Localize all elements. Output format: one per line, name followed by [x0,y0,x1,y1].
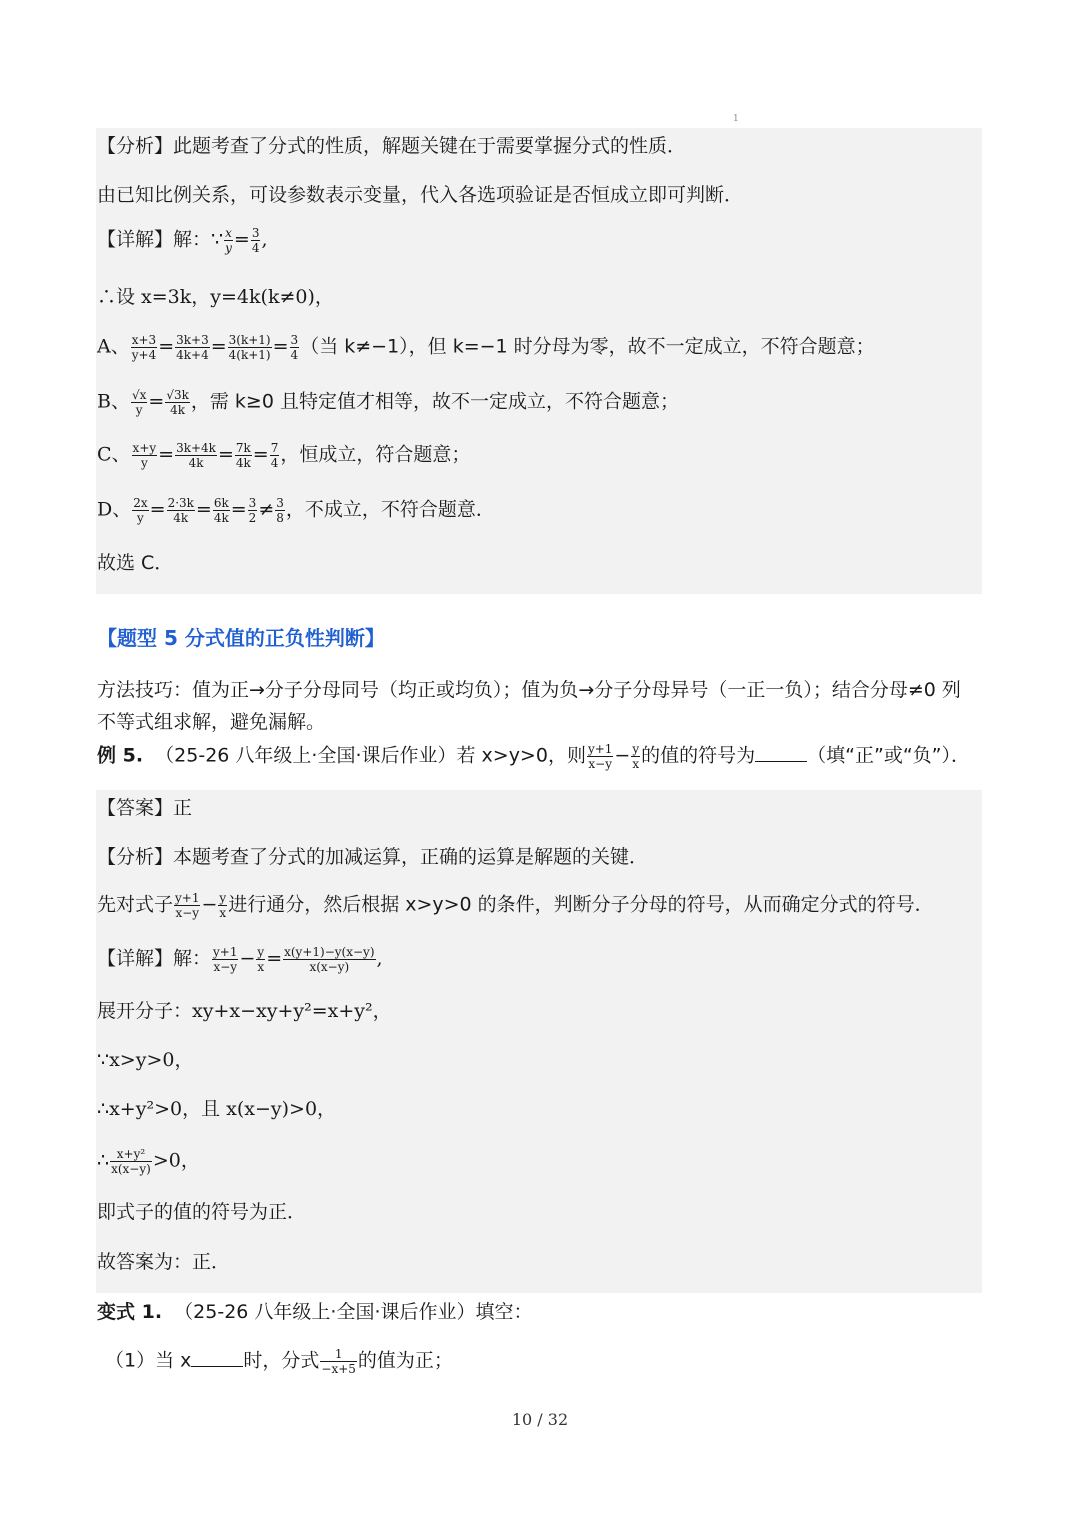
page-corner-mark: 1 [733,114,739,124]
answer-blank[interactable] [755,743,807,762]
fraction: $\frac{7}{4}$ [270,441,279,470]
fraction: $\frac{2\cdot 3k}{4k}$ [167,496,194,525]
analysis-method-line: 由已知比例关系，可设参数表示变量，代入各选项验证是否恒成立即可判断． [97,184,744,206]
fraction: $\frac{3k+3}{4k+4}$ [176,333,209,362]
solution-line-2: 【详解】解： $\frac{y+1}{x-y}$ − $\frac{y}{x}$ = $\frac{x(y+1)-y(x-y)}{x(x-y)}$ , [97,945,383,974]
page-number: 10 / 32 [511,1410,569,1429]
answer-blank[interactable] [191,1348,243,1367]
option-b-line: B、 $\frac{√x}{y}$ = $\frac{√3k}{4k}$ ，需 k≥0 且特定值才相等，故不一定成立，不符合题意； [97,388,679,417]
analysis-line: 【分析】此题考查了分式的性质，解题关键在于需要掌握分式的性质． [97,135,687,157]
fraction: $\frac{3}{8}$ [276,496,284,525]
answer-label-line: 【答案】正 [97,797,193,819]
fraction: $\frac{√3k}{4k}$ [166,388,189,417]
analysis-method-line-2: 先对式子 $\frac{y+1}{x-y}$ − $\frac{y}{x}$ 进行通分，然后根据 x>y>0 的条件，判断分子分母的符号，从而确定分式的符号． [97,891,934,920]
answer-line-1: 故选 C． [97,552,174,574]
expand-line: 展开分子：xy+x−xy+y²=x+y²， [97,1000,392,1022]
variant-1-line: 变式 1. （25-26 八年级上·全国·课后作业）填空： [97,1301,533,1323]
variant-label: 变式 1. [97,1301,163,1323]
fraction: $\frac{y+1}{x-y}$ [175,891,200,920]
example-label: 例 5. [97,744,144,767]
fraction: $\frac{6k}{4k}$ [213,496,229,525]
option-a-line: A、 $\frac{x+3}{y+4}$ = $\frac{3k+3}{4k+4}$ = $\frac{3(k+1)}{4(k+1)}$ = $\frac{3}{4}$ （当 k≠−1），但 k=−1 时分母为零，故不一定成立，不符合题意； [97,333,875,362]
method-line-2: 不等式组求解，避免漏解。 [97,711,326,733]
fraction: $\frac{3(k+1)}{4(k+1)}$ [228,333,271,362]
fraction: $\frac{3k+4k}{4k}$ [176,441,216,470]
fraction: $\frac{3}{4}$ [290,333,299,362]
fraction: $\frac{y}{x}$ [257,945,265,974]
fraction: $\frac{1}{-x+5}$ [321,1347,356,1376]
fraction: $\frac{y}{x}$ [219,891,227,920]
therefore-line-2: ∴ $\frac{\text{x+y²}}{x(x-y)}$ >0， [97,1147,200,1176]
analysis-line-2: 【分析】本题考查了分式的加减运算，正确的运算是解题的关键． [97,846,649,868]
conclusion-line: 即式子的值的符号为正． [97,1201,307,1223]
fraction: $\frac{\text{x+y²}}{x(x-y)}$ [111,1147,151,1176]
fraction: $\frac{2x}{y}$ [133,496,148,525]
solution-given-line: 【详解】解：∵ $\frac{x}{y}$ = $\frac{3}{4}$ , [97,226,268,255]
variant-1-question-1: （1）当 x 时，分式 $\frac{1}{-x+5}$ 的值为正； [105,1347,453,1376]
option-c-line: C、 $\frac{x+y}{y}$ = $\frac{3k+4k}{4k}$ = $\frac{7k}{4k}$ = $\frac{7}{4}$ ，恒成立，符合题意； [97,441,471,470]
fraction: $\frac{x+3}{y+4}$ [131,333,157,362]
fraction-3-over-4: $\frac{3}{4}$ [251,226,260,255]
example-5-line: 例 5. （25-26 八年级上·全国·课后作业）若 x>y>0，则 $\frac{y+1}{x-y}$ − $\frac{y}{x}$ 的值的符号为 （填“正”或“负”）． [97,742,971,771]
option-d-line: D、 $\frac{2x}{y}$ = $\frac{2\cdot 3k}{4k}$ = $\frac{6k}{4k}$ = $\frac{3}{2}$ ≠ $\frac{3}{8}$ ，不成立，不符合题意． [97,496,495,525]
fraction: $\frac{3}{2}$ [248,496,257,525]
fraction: $\frac{√x}{y}$ [131,388,147,417]
therefore-line-1: ∴x+y²>0，且 x(x−y)>0， [97,1098,337,1120]
fraction: $\frac{x+y}{y}$ [132,441,157,470]
fraction: $\frac{7k}{4k}$ [235,441,251,470]
because-symbol: ∵ [211,228,224,251]
set-variables-line: ∴设 x=3k，y=4k(k≠0)， [97,286,334,308]
answer-line-2: 故答案为：正． [97,1251,231,1273]
fraction: $\frac{y+1}{x-y}$ [213,945,238,974]
solution-label: 【详解】解： [97,228,212,251]
fraction-x-over-y: $\frac{x}{y}$ [225,226,232,255]
fraction: $\frac{x(y+1)-y(x-y)}{x(x-y)}$ [284,945,375,974]
fraction: $\frac{y}{x}$ [632,742,640,771]
method-line-1: 方法技巧：值为正→分子分母同号（均正或均负）；值为负→分子分母异号（一正一负）；结合分母≠0 列 [97,679,961,701]
section-heading: 【题型 5 分式值的正负性判断】 [97,626,385,650]
because-line: ∵x>y>0， [97,1049,194,1071]
fraction: $\frac{y+1}{x-y}$ [587,742,613,771]
